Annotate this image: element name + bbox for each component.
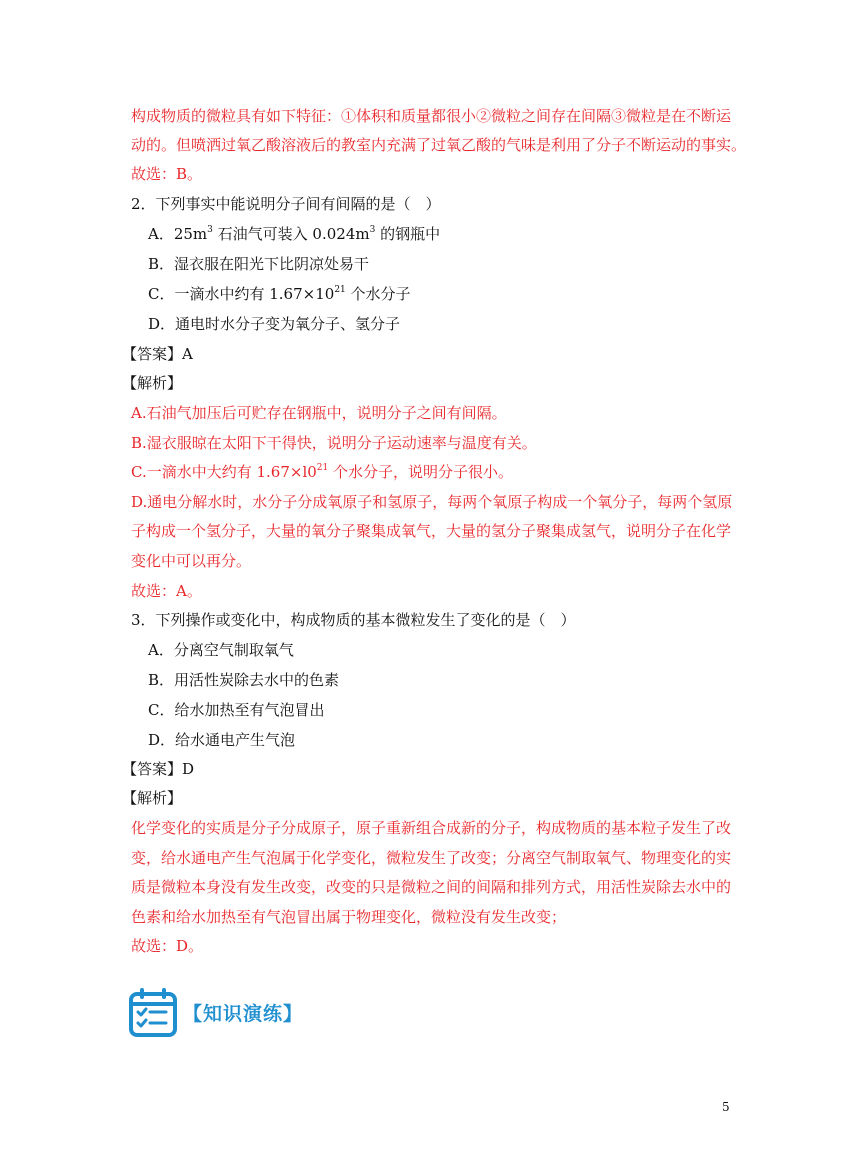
intro-explanation-line-2: 动的。但喷洒过氧乙酸溶液后的教室内充满了过氧乙酸的气味是利用了分子不断运动的事实。 — [131, 136, 747, 154]
q2-explanation-d-line-2: 子构成一个氢分子，大量的氧分子聚集成氧气，大量的氢分子聚集成氢气，说明分子在化学 — [131, 522, 732, 540]
q3-explanation-line-2: 变，给水通电产生气泡属于化学变化，微粒发生了改变；分离空气制取氧气、物理变化的实 — [131, 849, 732, 867]
section-title: 【知识演练】 — [183, 1002, 304, 1025]
q2-explanation-d-line-1: D.通电分解水时，水分子分成氧原子和氢原子，每两个氧原子构成一个氧分子，每两个氢原 — [131, 493, 733, 511]
q2-answer: 【答案】A — [122, 345, 193, 363]
q3-answer: 【答案】D — [122, 760, 195, 778]
q2-choice: 故选：A。 — [131, 582, 202, 600]
q3-option-b: B．用活性炭除去水中的色素 — [148, 671, 340, 689]
q2-stem: 2．下列事实中能说明分子间有间隔的是（ ） — [131, 195, 441, 213]
q2-option-a: A．$25m^3$ 石油气可装入 $0.024m^3$ 的钢瓶中 — [148, 225, 441, 243]
q3-choice: 故选：D。 — [131, 937, 204, 955]
q3-option-a: A．分离空气制取氧气 — [148, 641, 294, 659]
q3-option-c: C．给水加热至有气泡冒出 — [148, 701, 325, 719]
q3-option-d: D．给水通电产生气泡 — [148, 731, 296, 749]
q3-stem: 3．下列操作或变化中，构成物质的基本微粒发生了变化的是（ ） — [131, 611, 576, 629]
q2-explanation-c: C.一滴水中大约有 $1.67\times l0^{21}$ 个水分子，说明分子很小。 — [131, 463, 514, 481]
page-number: 5 — [722, 1100, 730, 1114]
q2-option-c: C．一滴水中约有 $1.67\times 10^{21}$ 个水分子 — [148, 285, 411, 303]
intro-explanation-line-1: 构成物质的微粒具有如下特征：①体积和质量都很小②微粒之间存在间隔③微粒是在不断运 — [131, 107, 732, 125]
q2-explanation-d-line-3: 变化中可以再分。 — [131, 552, 252, 570]
q3-analysis-label: 【解析】 — [122, 789, 183, 807]
q2-explanation-a: A.石油气加压后可贮存在钢瓶中，说明分子之间有间隔。 — [131, 404, 507, 422]
intro-choice: 故选：B。 — [131, 165, 203, 183]
q2-explanation-b: B.湿衣服晾在太阳下干得快，说明分子运动速率与温度有关。 — [131, 434, 537, 452]
q3-explanation-line-3: 质是微粒本身没有发生改变，改变的只是微粒之间的间隔和排列方式，用活性炭除去水中的 — [131, 878, 732, 896]
checklist-calendar-icon — [129, 987, 177, 1037]
section-heading — [129, 987, 303, 1037]
q3-explanation-line-1: 化学变化的实质是分子分成原子，原子重新组合成新的分子，构成物质的基本粒子发生了改 — [131, 819, 732, 837]
q2-option-b: B．湿衣服在阳光下比阴凉处易干 — [148, 255, 370, 273]
q3-explanation-line-4: 色素和给水加热至有气泡冒出属于物理变化，微粒没有发生改变； — [131, 908, 567, 926]
q2-analysis-label: 【解析】 — [122, 374, 183, 392]
q2-option-d: D．通电时水分子变为氧分子、氢分子 — [148, 315, 401, 333]
